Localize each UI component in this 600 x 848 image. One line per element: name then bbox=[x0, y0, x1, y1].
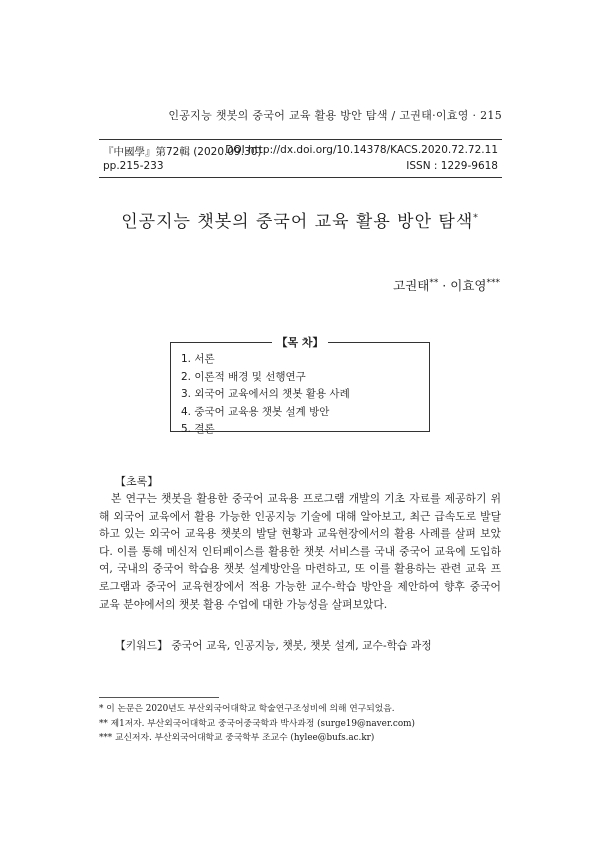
abstract-text: 본 연구는 챗봇을 활용한 중국어 교육용 프로그램 개발의 기초 자료를 제공하기 위해 외국어 교육에서 활용 가능한 인공지능 기술에 대해 알아보고, 최근 급속도로 발달하고 있는 외국어 교육용 챗봇의 발달 현황과 교육현장에서의 활용 사례를 살펴 보았다. 이를 통해 메신저 인터페이스를 활용한 챗봇 서비스를 국내 중국어 교육에 도입하여, 국내의 중국어 학습용 챗봇 설계방안을 마련하고, 또 이를 활용하는 관련 교육 프로그램과 중국어 교육현장에서 적용 가능한 교수-학습 방안을 제안하여 향후 중국어 교육 분야에서의 챗봇 활용 수업에 대한 가능성을 살펴보았다. bbox=[99, 492, 501, 611]
keywords: 【키워드】 중국어 교육, 인공지능, 챗봇, 챗봇 설계, 교수-학습 과정 bbox=[115, 639, 432, 652]
author-1-mark: ** bbox=[429, 277, 439, 288]
footnote-divider bbox=[99, 697, 219, 698]
toc-item: 5. 결론 bbox=[181, 423, 215, 435]
journal-citation: 『中國學』第72輯 (2020.09.30) bbox=[103, 146, 262, 158]
journal-info-box bbox=[99, 139, 502, 178]
abstract-label: 【초록】 bbox=[115, 475, 159, 488]
author-2: 이효영 bbox=[450, 278, 487, 293]
paper-title-text: 인공지능 챗봇의 중국어 교육 활용 방안 탐색 bbox=[121, 212, 474, 232]
author-1: 고권태 bbox=[393, 278, 430, 293]
footnotes bbox=[99, 702, 415, 746]
footnote: *** 교신저자. 부산외국어대학교 중국학부 조교수 (hylee@bufs.ac.kr) bbox=[99, 733, 375, 743]
paper-title bbox=[0, 207, 600, 232]
authors bbox=[393, 276, 500, 294]
author-separator: · bbox=[442, 278, 447, 293]
toc-item: 4. 중국어 교육용 챗봇 설계 방안 bbox=[181, 405, 330, 418]
journal-pages: pp.215-233 bbox=[103, 160, 164, 172]
toc-list bbox=[181, 351, 350, 439]
journal-doi[interactable]: DOI http://dx.doi.org/10.14378/KACS.2020.72.72.11 bbox=[225, 144, 498, 156]
toc-heading-text: 【목 차】 bbox=[272, 336, 327, 349]
footnote: * 이 논문은 2020년도 부산외국어대학교 학술연구조성비에 의해 연구되었음. bbox=[99, 704, 395, 714]
author-2-mark: *** bbox=[486, 277, 500, 288]
toc-item: 3. 외국어 교육에서의 챗봇 활용 사례 bbox=[181, 388, 350, 400]
toc-item: 1. 서론 bbox=[181, 353, 215, 365]
title-footnote-mark: * bbox=[473, 213, 479, 224]
journal-issn: ISSN : 1229-9618 bbox=[406, 160, 498, 172]
toc-item: 2. 이론적 배경 및 선행연구 bbox=[181, 370, 306, 383]
footnote: ** 제1저자. 부산외국어대학교 중국어중국학과 박사과정 (surge19@naver.com) bbox=[99, 718, 415, 729]
running-header: 인공지능 챗봇의 중국어 교육 활용 방안 탐색 / 고권태·이효영 · 215 bbox=[168, 109, 502, 122]
toc-heading bbox=[0, 334, 600, 350]
